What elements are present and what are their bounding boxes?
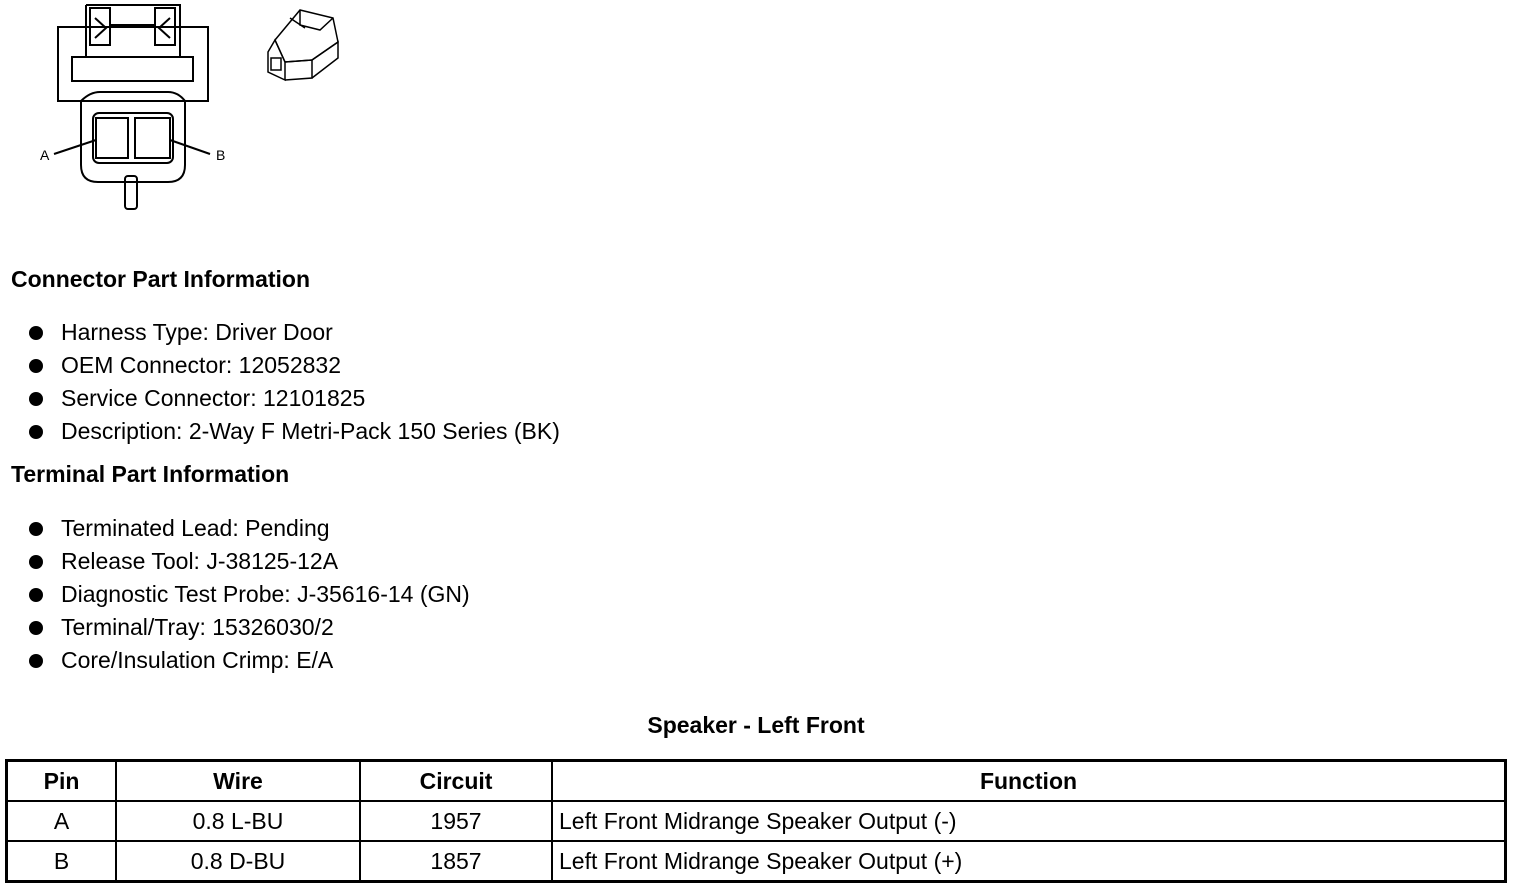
cell-circuit: 1857 [360, 841, 552, 882]
connector-part-info-heading: Connector Part Information [11, 266, 311, 292]
list-item: Harness Type: Driver Door [0, 316, 560, 349]
cell-pin: A [7, 801, 117, 841]
header-pin: Pin [7, 761, 117, 802]
list-item: Terminal/Tray: 15326030/2 [0, 611, 470, 644]
pin-label-a: A [40, 147, 50, 163]
list-item: Release Tool: J-38125-12A [0, 545, 470, 578]
cavity-a [96, 118, 128, 158]
bullet-icon [29, 654, 43, 668]
connector-part-info-list [0, 316, 560, 448]
key-post [125, 176, 137, 209]
terminal-part-info-list [0, 512, 470, 677]
list-item: Service Connector: 12101825 [0, 382, 560, 415]
cell-wire: 0.8 L-BU [116, 801, 360, 841]
table-caption: Speaker - Left Front [647, 712, 865, 738]
cell-wire: 0.8 D-BU [116, 841, 360, 882]
list-item: Diagnostic Test Probe: J-35616-14 (GN) [0, 578, 470, 611]
list-item: Terminated Lead: Pending [0, 512, 470, 545]
bullet-icon [29, 326, 43, 340]
bullet-icon [29, 588, 43, 602]
list-item: Description: 2-Way F Metri-Pack 150 Series (BK) [0, 415, 560, 448]
bullet-icon [29, 425, 43, 439]
header-function: Function [552, 761, 1506, 802]
list-item: Core/Insulation Crimp: E/A [0, 644, 470, 677]
header-circuit: Circuit [360, 761, 552, 802]
bullet-icon [29, 621, 43, 635]
bullet-icon [29, 392, 43, 406]
pin-table [5, 759, 1507, 883]
pin-label-b: B [216, 147, 226, 163]
table-header-row [7, 761, 1506, 802]
cell-function: Left Front Midrange Speaker Output (-) [552, 801, 1506, 841]
cell-pin: B [7, 841, 117, 882]
table-row [7, 801, 1506, 841]
bullet-icon [29, 555, 43, 569]
list-item: OEM Connector: 12052832 [0, 349, 560, 382]
terminal-part-info-heading: Terminal Part Information [11, 461, 290, 487]
connector-isometric-icon [0, 0, 360, 100]
bullet-icon [29, 522, 43, 536]
bullet-icon [29, 359, 43, 373]
cell-circuit: 1957 [360, 801, 552, 841]
header-wire: Wire [116, 761, 360, 802]
cell-function: Left Front Midrange Speaker Output (+) [552, 841, 1506, 882]
table-row [7, 841, 1506, 882]
cavity-b [135, 118, 170, 158]
